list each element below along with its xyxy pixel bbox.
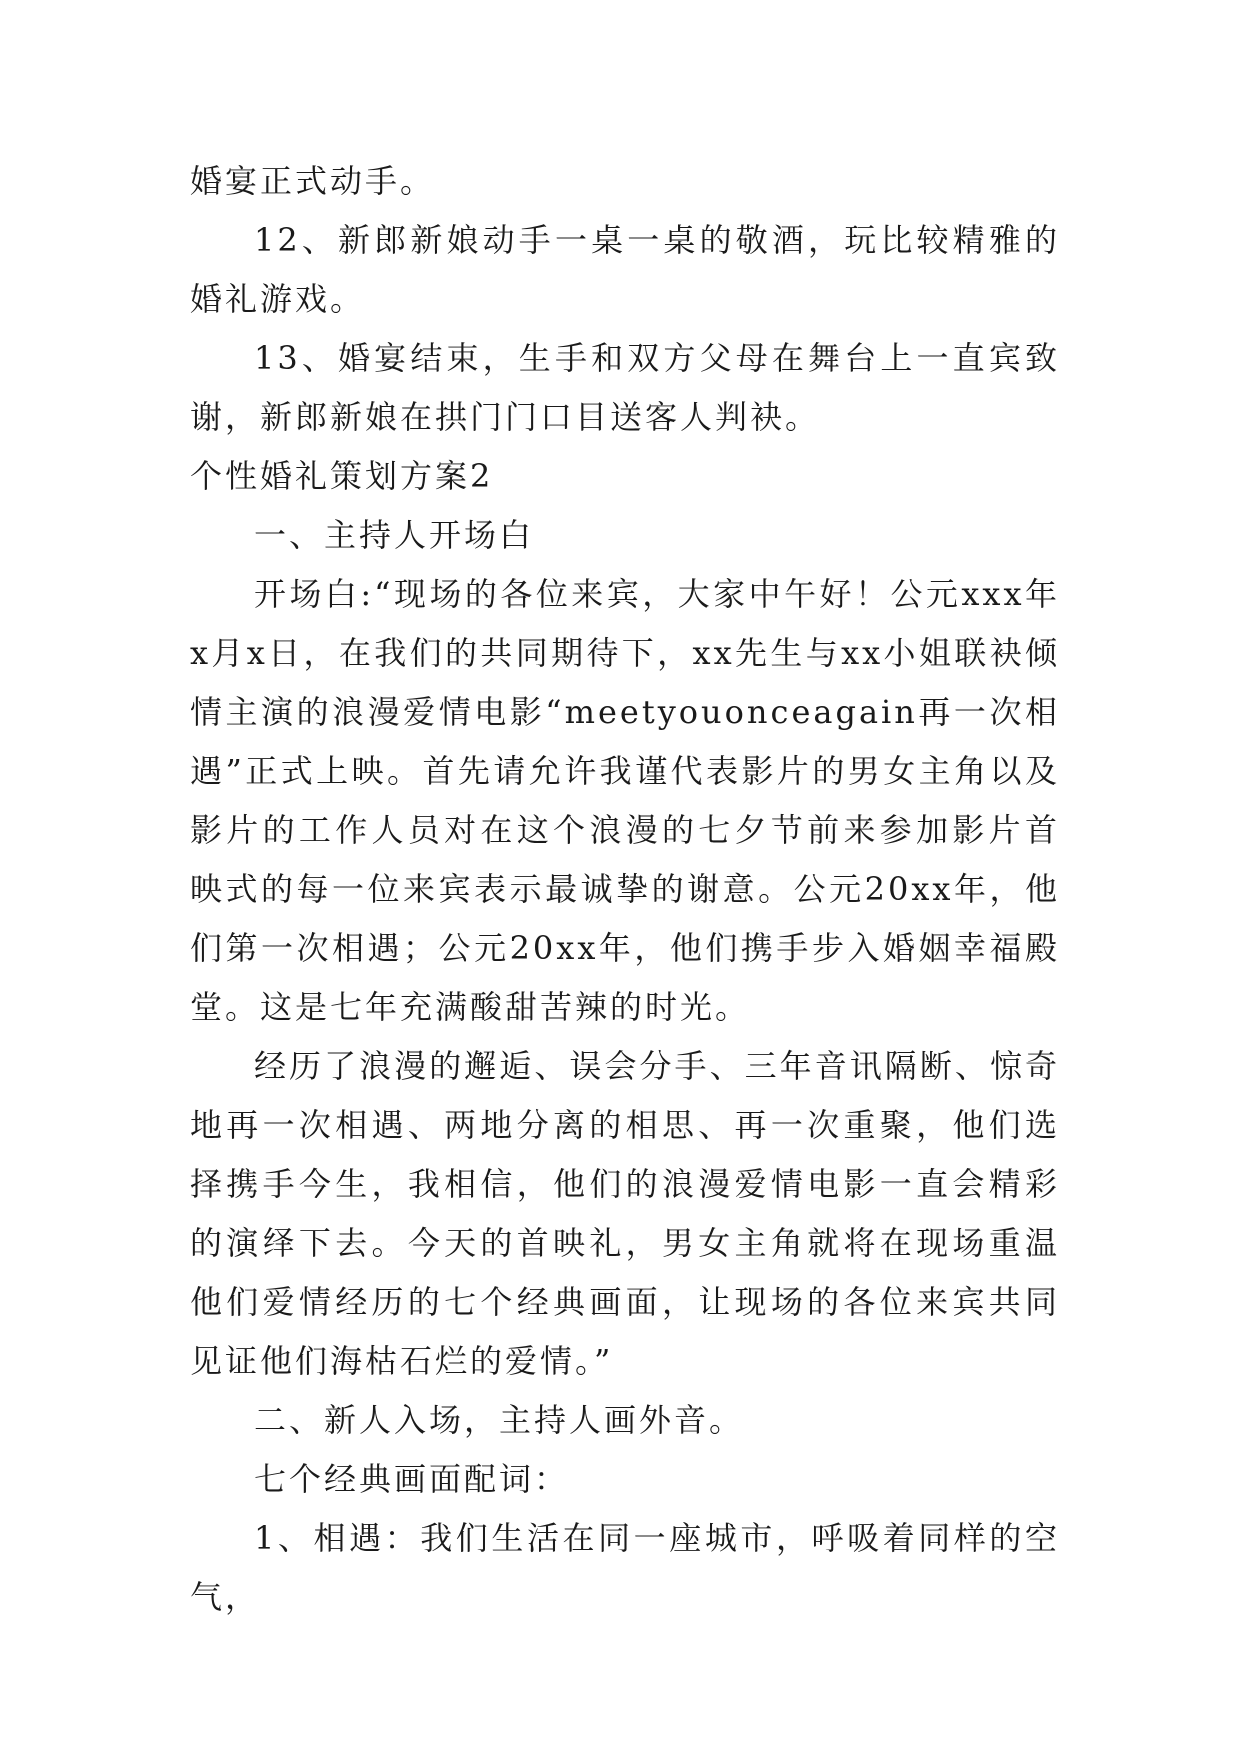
paragraph-item-12: 12、新郎新娘动手一桌一桌的敬酒，玩比较精雅的婚礼游戏。 xyxy=(190,221,1060,318)
document-body xyxy=(190,152,1060,1627)
paragraph-opening-speech: 开场白:“现场的各位来宾，大家中午好！公元xxx年x月x日，在我们的共同期待下，xx先生与xx小姐联袂倾情主演的浪漫爱情电影“meetyouonceagain再一次相遇”正式上映。首先请允许我谨代表影片的男女主角以及影片的工作人员对在这个浪漫的七夕节前来参加影片首映式的每一位来宾表示最诚挚的谢意。公元20xx年，他们第一次相遇；公元20xx年，他们携手步入婚姻幸福殿堂。这是七年充满酸甜苦辣的时光。 xyxy=(190,575,1060,1026)
subheading-opening: 一、主持人开场白 xyxy=(254,516,535,554)
section-title: 个性婚礼策划方案2 xyxy=(190,457,494,495)
subheading-seven-scenes: 七个经典画面配词： xyxy=(254,1460,570,1498)
paragraph-item-13: 13、婚宴结束，生手和双方父母在舞台上一直宾致谢，新郎新娘在拱门门口目送客人判袂。 xyxy=(190,339,1060,436)
subheading-entrance: 二、新人入场，主持人画外音。 xyxy=(254,1401,745,1439)
paragraph-scene-1: 1、相遇：我们生活在同一座城市，呼吸着同样的空气， xyxy=(190,1519,1060,1616)
paragraph-experience: 经历了浪漫的邂逅、误会分手、三年音讯隔断、惊奇地再一次相遇、两地分离的相思、再一次重聚，他们选择携手今生，我相信，他们的浪漫爱情电影一直会精彩的演绎下去。今天的首映礼，男女主角就将在现场重温他们爱情经历的七个经典画面，让现场的各位来宾共同见证他们海枯石烂的爱情。” xyxy=(190,1047,1060,1380)
paragraph-banquet-start: 婚宴正式动手。 xyxy=(190,162,436,200)
